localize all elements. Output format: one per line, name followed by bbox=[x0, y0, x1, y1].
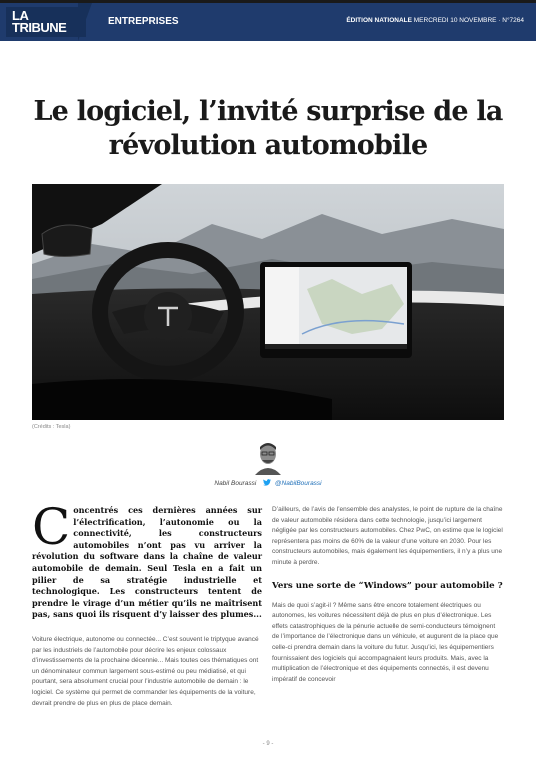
edition-label: ÉDITION NATIONALE bbox=[346, 17, 412, 24]
logo-text-tribune: TRIBUNE bbox=[12, 20, 67, 35]
section-label: ENTREPRISES bbox=[108, 16, 179, 27]
edition-date: MERCREDI 10 NOVEMBRE · N°7264 bbox=[411, 17, 524, 24]
body-paragraph-1: Voiture électrique, autonome ou connectée... C’est souvent le triptyque avancé par les industriels de l’automobile pour décrire les enjeux colossaux d’investissements de la prochaine décennie... Mais toutes ces thématiques ont un dénominateur commun largement sous-estimé ou peu médiatisé, et qui pourtant, sera absolument crucial pour l’industrie automobile de demain : le logiciel. Ce système qui permet de commander les équipements de la voiture, devrait prendre de plus en plus de place demain. bbox=[32, 635, 259, 707]
byline bbox=[0, 479, 536, 487]
article-lead bbox=[32, 498, 262, 621]
masthead bbox=[0, 3, 536, 41]
article-page bbox=[0, 3, 536, 768]
lead-text: oncentrés ces dernières années sur l’électrification, l’autonomie ou la connectivité, les constructeurs automobiles n’ont pas vu arriver la révolution du software dans la chaîne de valeur automobile de demain. Seul Tesla en a fait un pilier de sa stratégie industrielle et technologique. Les constructeurs tentent de prendre le virage d’un métier qu’ils ne maîtrisent pas, sans quoi ils risquent d’y laisser des plumes... bbox=[32, 505, 262, 620]
edition-info bbox=[346, 17, 524, 24]
article-headline: Le logiciel, l’invité surprise de la révolution automobile bbox=[33, 96, 503, 161]
logo-text-la: LA bbox=[12, 8, 29, 23]
right-column bbox=[272, 505, 504, 685]
page-number: - 9 - bbox=[262, 741, 274, 747]
photo-credit: (Crédits : Tesla) bbox=[32, 424, 71, 430]
tesla-interior-photo bbox=[32, 184, 504, 420]
logo-slant bbox=[78, 3, 92, 41]
body-paragraph-2: D’ailleurs, de l’avis de l’ensemble des analystes, le point de rupture de la chaîne de valeur automobile résidera dans cette technologie, jusqu’ici largement négligée par les constructeurs automobiles. Chez PwC, on estime que le logiciel représentera pas moins de 60% de la valeur d’une voiture en 2030. Pour les constructeurs automobiles, mais également les équipementiers, il n’y a plus une minute à perdre. bbox=[272, 506, 503, 566]
drop-cap: C bbox=[32, 498, 71, 556]
left-column bbox=[32, 498, 262, 709]
author-twitter-handle[interactable]: @NabilBourassi bbox=[274, 480, 322, 487]
la-tribune-logo[interactable] bbox=[6, 7, 86, 37]
twitter-icon[interactable] bbox=[263, 479, 271, 486]
section-subheading: Vers une sorte de “Windows” pour automobile ? bbox=[272, 580, 503, 591]
author-avatar bbox=[252, 439, 284, 475]
author-name: Nabil Bourassi bbox=[214, 480, 257, 487]
body-paragraph-3: Mais de quoi s’agit-il ? Même sans être encore totalement électriques ou autonomes, les voitures nécessitent déjà de plus en plus d’électronique. Les effets catastrophiques de la pénurie actuelle de semi-conducteurs témoignent de l’importance de l’électronique dans un véhicule, et augurent de la place que celle-ci prendra demain dans la voiture du futur. Jusqu’ici, les équipementiers fournissaient des logiciels qui accompagnaient leurs produits. Mais, avec la multiplication de l’électronique et des équipements connectés, il est devenu impératif de concevoir bbox=[272, 601, 499, 683]
